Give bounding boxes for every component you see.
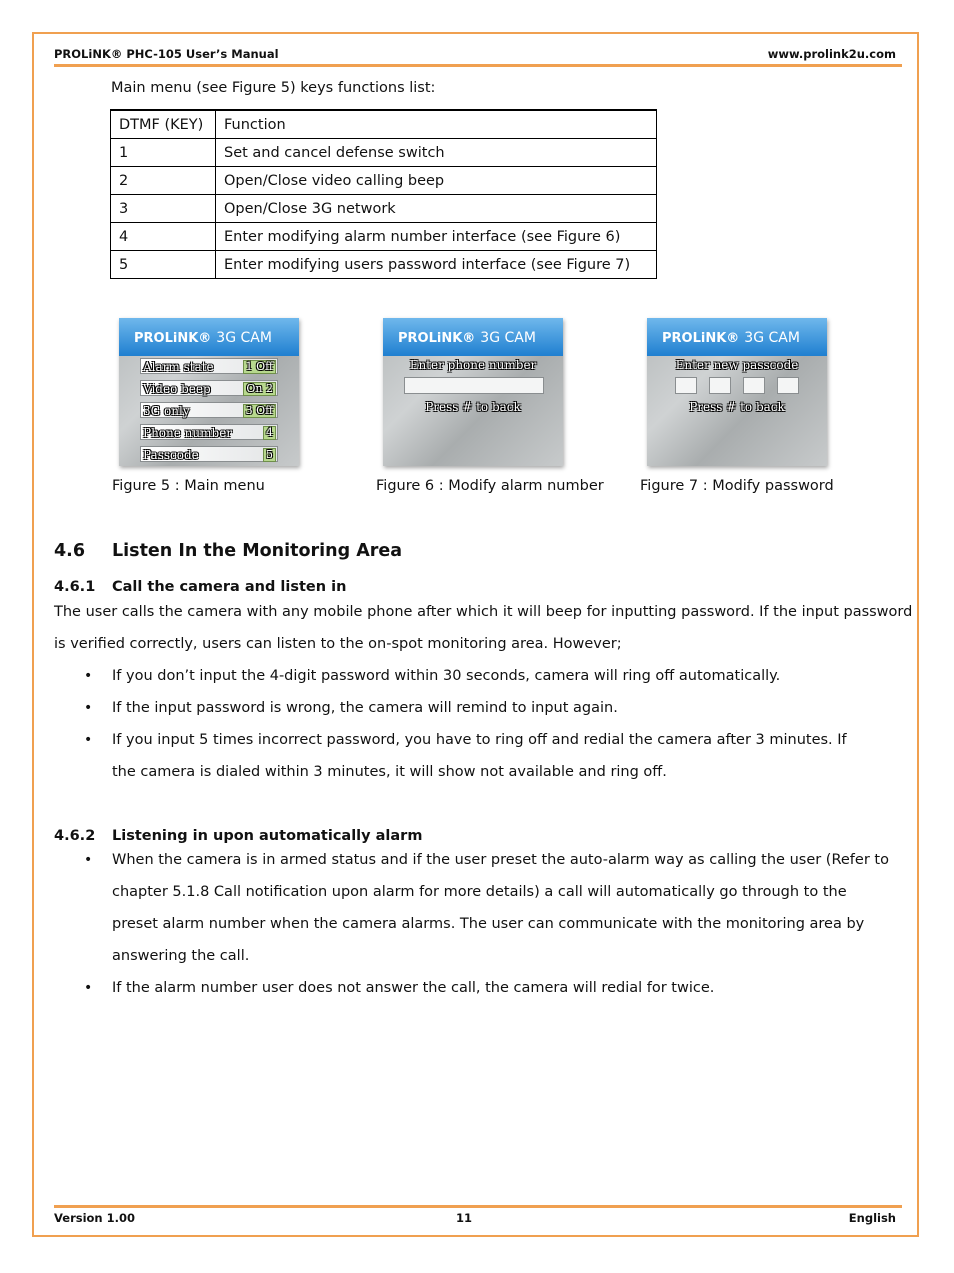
passcode-digit-box <box>777 377 799 394</box>
function-cell: Set and cancel defense switch <box>216 139 657 167</box>
passcode-digit-box <box>709 377 731 394</box>
bullet-glyph: • <box>84 980 93 996</box>
bullet-glyph: • <box>84 732 93 748</box>
passcode-prompt: Enter new passcode <box>675 358 799 372</box>
key-function-table <box>110 109 657 279</box>
list-item: If you don’t input the 4-digit password within 30 seconds, camera will ring off automatically. <box>112 668 781 684</box>
list-item: If the alarm number user does not answer the call, the camera will redial for twice. <box>112 980 715 996</box>
figure-6-caption: Figure 6 : Modify alarm number <box>376 478 604 494</box>
page-header <box>54 47 896 61</box>
key-cell: 3 <box>111 195 216 223</box>
footer-version: Version 1.00 <box>54 1211 135 1225</box>
section-title: Listen In the Monitoring Area <box>112 541 403 561</box>
table-header-row <box>111 110 657 139</box>
function-cell: Open/Close video calling beep <box>216 167 657 195</box>
column-header: DTMF (KEY) <box>111 110 216 139</box>
phone-number-field <box>404 377 544 394</box>
subsection-number: 4.6.2 <box>54 828 96 844</box>
menu-item-value: 1 Off <box>243 360 276 374</box>
page-number: 11 <box>456 1211 473 1225</box>
figure-5-caption: Figure 5 : Main menu <box>112 478 265 494</box>
key-cell: 1 <box>111 139 216 167</box>
bullet-glyph: • <box>84 852 93 868</box>
function-cell: Enter modifying alarm number interface (see Figure 6) <box>216 223 657 251</box>
model-name: 3G CAM <box>744 330 800 346</box>
passcode-digit-box <box>675 377 697 394</box>
screen-title-bar <box>383 318 563 356</box>
figure-7-caption: Figure 7 : Modify password <box>640 478 834 494</box>
table-row <box>111 223 657 251</box>
menu-item-value: On 2 <box>243 382 276 396</box>
table-row <box>111 195 657 223</box>
bullet-glyph: • <box>84 668 93 684</box>
list-item: If you input 5 times incorrect password, you have to ring off and redial the camera after 3 minutes. If the camera is dialed within 3 minutes, it will show not available and ring off. <box>112 732 847 780</box>
passcode-digit-box <box>743 377 765 394</box>
menu-item-phone-number: Phone number 4 <box>140 424 278 440</box>
list-item: If the input password is wrong, the camera will remind to input again. <box>112 700 618 716</box>
model-name: 3G CAM <box>216 330 272 346</box>
back-hint: Press # to back <box>425 400 521 414</box>
table-row <box>111 167 657 195</box>
bullet-glyph: • <box>84 700 93 716</box>
list-item: When the camera is in armed status and if the user preset the auto-alarm way as calling the user (Refer to chapter 5.1.8 Call notification upon alarm for more details) a call will automatically go through to the preset alarm number when the camera alarms. The user can communicate with the monitoring area by answering the call. <box>112 852 889 964</box>
phone-number-prompt: Enter phone number <box>409 358 537 372</box>
menu-item-value: 4 <box>263 426 276 440</box>
screen-title-bar <box>119 318 299 356</box>
brand-logo: PROLiNK® <box>398 331 476 346</box>
subsection-title: Call the camera and listen in <box>112 579 347 595</box>
function-cell: Enter modifying users password interface (see Figure 7) <box>216 251 657 279</box>
section-number: 4.6 <box>54 541 86 561</box>
paragraph-line: The user calls the camera with any mobile phone after which it will beep for inputting password. If the input password <box>54 604 913 620</box>
subsection-heading-4-6-2 <box>54 828 423 844</box>
column-header: Function <box>216 110 657 139</box>
menu-item-passcode: Passcode 5 <box>140 446 278 462</box>
subsection-heading-4-6-1 <box>54 579 347 595</box>
screen-title-bar <box>647 318 827 356</box>
table-row <box>111 251 657 279</box>
key-cell: 4 <box>111 223 216 251</box>
menu-item-3g-only: 3G only 3 Off <box>140 402 278 418</box>
footer-language: English <box>848 1211 896 1225</box>
header-url[interactable]: www.prolink2u.com <box>767 47 896 61</box>
key-cell: 5 <box>111 251 216 279</box>
page-footer <box>54 1211 896 1225</box>
model-name: 3G CAM <box>480 330 536 346</box>
figure-7-passcode-screen <box>647 318 827 466</box>
section-heading <box>54 541 403 561</box>
menu-item-video-beep: Video beep On 2 <box>140 380 278 396</box>
function-cell: Open/Close 3G network <box>216 195 657 223</box>
brand-logo: PROLiNK® <box>134 331 212 346</box>
back-hint: Press # to back <box>689 400 785 414</box>
menu-item-alarm-state: Alarm state 1 Off <box>140 358 278 374</box>
figure-6-alarm-number-screen <box>383 318 563 466</box>
brand-logo: PROLiNK® <box>662 331 740 346</box>
table-row <box>111 139 657 167</box>
header-title: PROLiNK® PHC-105 User’s Manual <box>54 47 279 61</box>
menu-item-value: 5 <box>263 448 276 462</box>
header-rule <box>54 64 902 67</box>
figure-5-main-menu-screen <box>119 318 299 466</box>
menu-item-value: 3 Off <box>243 404 276 418</box>
key-cell: 2 <box>111 167 216 195</box>
paragraph-line: is verified correctly, users can listen to the on-spot monitoring area. However; <box>54 636 622 652</box>
table-intro: Main menu (see Figure 5) keys functions list: <box>111 80 436 96</box>
subsection-number: 4.6.1 <box>54 579 96 595</box>
subsection-title: Listening in upon automatically alarm <box>112 828 423 844</box>
footer-rule <box>54 1205 902 1208</box>
